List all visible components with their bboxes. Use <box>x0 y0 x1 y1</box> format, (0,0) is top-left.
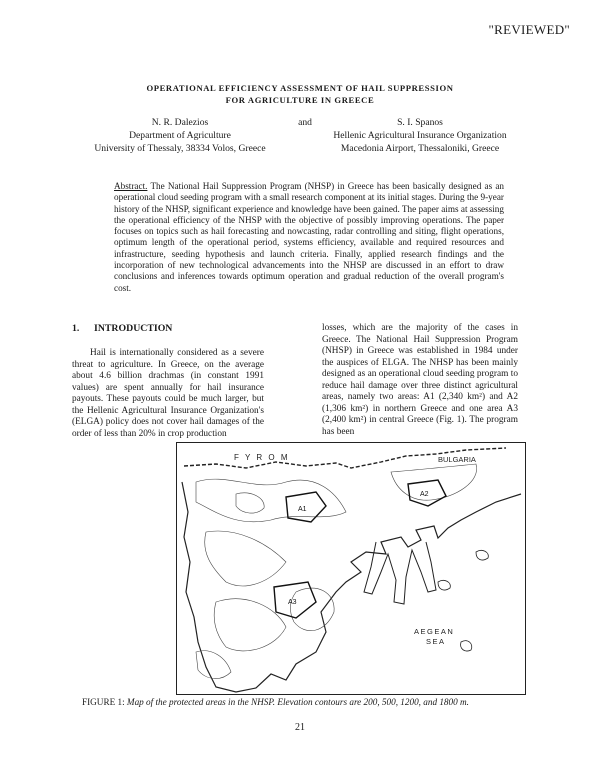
paper-title-line-1: OPERATIONAL EFFICIENCY ASSESSMENT OF HAIL SUPPRESSION <box>146 83 454 93</box>
map-label-a3: A3 <box>288 599 297 606</box>
author-left-affiliation: University of Thessaly, 38334 Volos, Greece <box>94 143 266 154</box>
author-left <box>90 116 270 155</box>
author-right <box>322 116 518 155</box>
figure-1-map <box>176 442 526 695</box>
page-number: 21 <box>295 722 305 733</box>
abstract-text: The National Hail Suppression Program (NHSP) in Greece has been basically designed as an operational cloud seeding program with a small research component at its initial stages. During the 9-year history of the NHSP, significant experience and knowledge have been gained. The paper aims at assessing the operational efficiency of the NHSP with the objective of possibly improving operations. The paper focuses on topics such as hail forecasting and nowcasting, radar controlling and siting, flight operations, optimum length of the operational period, systems efficiency, available and required resources and infrastructure, seeding hypothesis and launch criteria. Finally, applied research findings and the incorporation of new technological advancements into the NHSP are discussed in an effort to draw conclusions and inferences towards optimum operation and gradual reduction of the overall program's cost. <box>114 181 504 293</box>
figure-caption <box>82 697 542 707</box>
right-column <box>322 323 518 438</box>
abstract <box>114 181 504 294</box>
section-number: 1. <box>72 323 80 334</box>
author-conjunction: and <box>298 117 312 128</box>
author-right-dept: Hellenic Agricultural Insurance Organization <box>333 130 507 141</box>
author-left-name: N. R. Dalezios <box>151 117 209 128</box>
author-left-dept: Department of Agriculture <box>129 130 231 141</box>
map-label-sea-2: SEA <box>426 637 446 646</box>
figure-caption-text: Map of the protected areas in the NHSP. Elevation contours are 200, 500, 1200, and 1800 m. <box>126 697 469 707</box>
section-title: INTRODUCTION <box>94 323 173 334</box>
map-label-fyrom: F Y R O M <box>234 453 290 462</box>
map-label-sea-1: AEGEAN <box>414 627 455 636</box>
section-heading <box>72 323 172 334</box>
abstract-label: Abstract. <box>114 181 148 191</box>
author-right-affiliation: Macedonia Airport, Thessaloniki, Greece <box>340 143 500 154</box>
reviewed-stamp: "REVIEWED" <box>488 22 570 37</box>
author-right-name: S. I. Spanos <box>397 117 443 128</box>
paper-title-line-2: FOR AGRICULTURE IN GREECE <box>225 95 375 105</box>
left-column <box>72 348 264 440</box>
left-column-paragraph: Hail is internationally considered as a severe threat to agriculture. In Greece, on the average about 4.6 billion drachmas (in constant 1991 values) are spent annually for hail insurance payouts. These payouts could be much larger, but the Hellenic Agricultural Insurance Organization's (ELGA) policy does not cover hail damages of the order of less than 20% in crop production <box>72 348 264 439</box>
right-column-paragraph: losses, which are the majority of the cases in Greece. The National Hail Suppression Program (NHSP) in Greece was established in 1984 under the auspices of ELGA. The NHSP has been mainly designed as an operational cloud seeding program to reduce hail damage over three distinct agricultural areas, namely two areas: A1 (2,340 km²) and A2 (1,306 km²) in northern Greece and one area A3 (2,400 km²) in central Greece (Fig. 1). The program has been <box>322 323 518 437</box>
map-label-bulgaria: BULGARIA <box>438 455 476 464</box>
map-label-a2: A2 <box>420 491 429 498</box>
map-label-a1: A1 <box>298 506 307 513</box>
figure-caption-label: FIGURE 1: <box>82 697 125 707</box>
